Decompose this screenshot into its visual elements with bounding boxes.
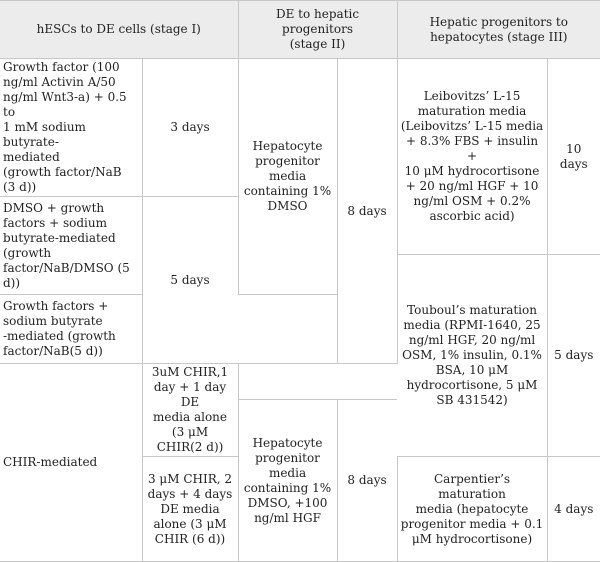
stage3-touboul-duration-cell: 5 days (547, 255, 600, 457)
stage2-duration-2-cell: 8 days (337, 400, 397, 562)
stage3-carpentier-cell: Carpentier’s maturation media (hepatocyte progenitor media + 0.1 μM hydrocortisone) (397, 457, 547, 562)
header-stage-1: hESCs to DE cells (stage I) (0, 1, 238, 59)
stage2-media-1-cell: Hepatocyte progenitor media containing 1% DMSO (238, 59, 337, 295)
stage1-5-days-cell: 5 days (142, 197, 238, 364)
stage1-3-days-cell: 3 days (142, 59, 238, 197)
stage3-touboul-cell: Touboul’s maturation media (RPMI-1640, 25 ng/ml HGF, 20 ng/ml OSM, 1% insulin, 0.1% BSA, 10 μM hydrocortisone, 5 μM SB 431542) (397, 255, 547, 457)
stage1-growth-factors-nab5-cell: Growth factors + sodium butyrate -mediated (growth factor/NaB(5 d)) (0, 295, 142, 364)
header-stage-3: Hepatic progenitors to hepatocytes (stage III) (397, 1, 600, 59)
stage1-chir-sub2-cell: 3 μM CHIR, 2 days + 4 days DE media alone (3 μM CHIR (6 d)) (142, 457, 238, 562)
stage3-leibovitz-cell: Leibovitzs’ L-15 maturation media (Leibovitzs’ L-15 media + 8.3% FBS + insulin + 10 μM hydrocortisone + 20 ng/ml HGF + 10 ng/ml OSM + 0.2% ascorbic acid) (397, 59, 547, 255)
stage3-carpentier-duration-cell: 4 days (547, 457, 600, 562)
header-stage-2: DE to hepatic progenitors (stage II) (238, 1, 397, 59)
stage1-dmso-cell: DMSO + growth factors + sodium butyrate-mediated (growth factor/NaB/DMSO (5 d)) (0, 197, 142, 295)
stage1-chir-sub1-cell: 3uM CHIR,1 day + 1 day DE media alone (3 μM CHIR(2 d)) (142, 364, 238, 457)
stage3-leibovitz-duration-cell: 10 days (547, 59, 600, 255)
stage2-media-2-cell: Hepatocyte progenitor media containing 1% DMSO, +100 ng/ml HGF (238, 400, 337, 562)
stage2-duration-1-cell: 8 days (337, 59, 397, 364)
stage2-empty-cell (238, 364, 397, 400)
stage1-chir-label-cell: CHIR-mediated (0, 364, 142, 562)
stage1-growth-factor-nab-cell: Growth factor (100 ng/ml Activin A/50 ng/ml Wnt3-a) + 0.5 to 1 mM sodium butyrate- mediated (growth factor/NaB (3 d)) (0, 59, 142, 197)
